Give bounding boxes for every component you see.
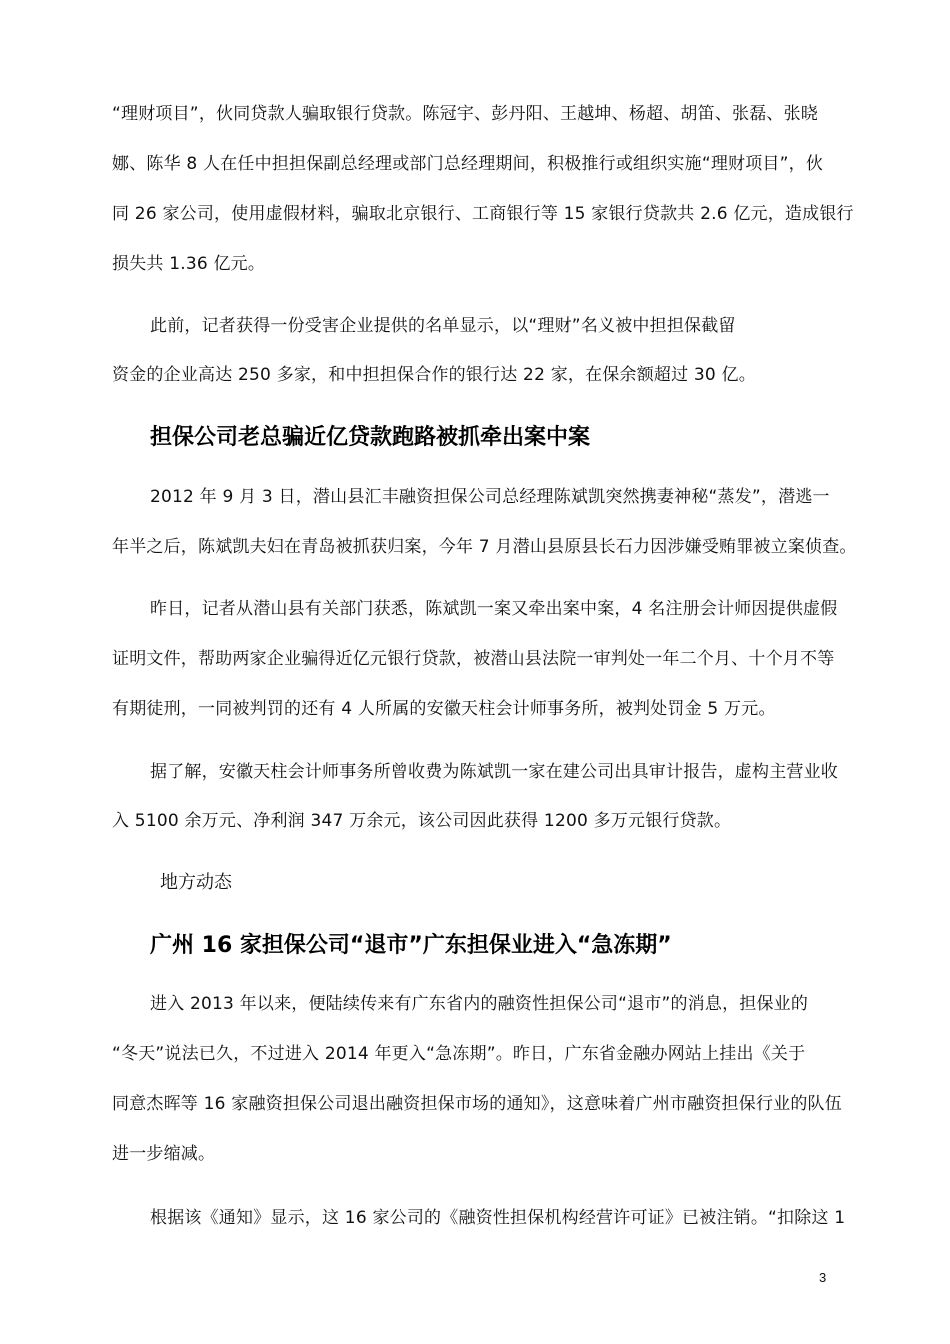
paragraph-6-line-1: 进入 2013 年以来，便陆续传来有广东省内的融资性担保公司“退市”的消息，担保业的 xyxy=(150,994,809,1014)
paragraph-2-line-2: 资金的企业高达 250 多家，和中担担保合作的银行达 22 家，在保余额超过 30 亿。 xyxy=(112,365,756,385)
paragraph-1-line-2: 娜、陈华 8 人在任中担担保副总经理或部门总经理期间，积极推行或组织实施“理财项目”，伙 xyxy=(112,154,824,174)
section-heading-1: 担保公司老总骗近亿贷款跑路被抓牵出案中案 xyxy=(150,425,591,450)
paragraph-2-line-1: 此前，记者获得一份受害企业提供的名单显示，以“理财”名义被中担担保截留 xyxy=(150,316,736,336)
paragraph-6-line-2: “冬天”说法已久，不过进入 2014 年更入“急冻期”。昨日，广东省金融办网站上挂出《关于 xyxy=(112,1044,806,1064)
paragraph-5-line-2: 入 5100 余万元、净利润 347 万余元，该公司因此获得 1200 多万元银行贷款。 xyxy=(112,811,732,831)
paragraph-5-line-1: 据了解，安徽天柱会计师事务所曾收费为陈斌凯一家在建公司出具审计报告，虚构主营业收 xyxy=(150,762,838,782)
paragraph-6-line-4: 进一步缩减。 xyxy=(112,1144,216,1164)
paragraph-3-line-1: 2012 年 9 月 3 日，潜山县汇丰融资担保公司总经理陈斌凯突然携妻神秘“蒸发”，潜逃一 xyxy=(150,487,830,507)
section-label: 地方动态 xyxy=(160,872,232,893)
paragraph-7-line-1: 根据该《通知》显示，这 16 家公司的《融资性担保机构经营许可证》已被注销。“扣除这 1 xyxy=(150,1208,846,1228)
paragraph-4-line-2: 证明文件，帮助两家企业骗得近亿元银行贷款，被潜山县法院一审判处一年二个月、十个月不等 xyxy=(112,649,835,669)
page-number: 3 xyxy=(819,1270,827,1285)
paragraph-1-line-3: 同 26 家公司，使用虚假材料，骗取北京银行、工商银行等 15 家银行贷款共 2.6 亿元，造成银行 xyxy=(112,204,854,224)
paragraph-1-line-1: “理财项目”，伙同贷款人骗取银行贷款。陈冠宇、彭丹阳、王越坤、杨超、胡笛、张磊、张晓 xyxy=(112,104,819,124)
paragraph-4-line-3: 有期徒刑，一同被判罚的还有 4 人所属的安徽天柱会计师事务所，被判处罚金 5 万元。 xyxy=(112,699,776,719)
section-heading-2: 广州 16 家担保公司“退市”广东担保业进入“急冻期” xyxy=(150,933,672,958)
paragraph-1-line-4: 损失共 1.36 亿元。 xyxy=(112,254,266,274)
paragraph-4-line-1: 昨日，记者从潜山县有关部门获悉，陈斌凯一案又牵出案中案，4 名注册会计师因提供虚假 xyxy=(150,599,838,619)
paragraph-6-line-3: 同意杰晖等 16 家融资担保公司退出融资担保市场的通知》，这意味着广州市融资担保行业的队伍 xyxy=(112,1094,842,1114)
paragraph-3-line-2: 年半之后，陈斌凯夫妇在青岛被抓获归案，今年 7 月潜山县原县长石力因涉嫌受贿罪被立案侦查。 xyxy=(112,537,857,557)
